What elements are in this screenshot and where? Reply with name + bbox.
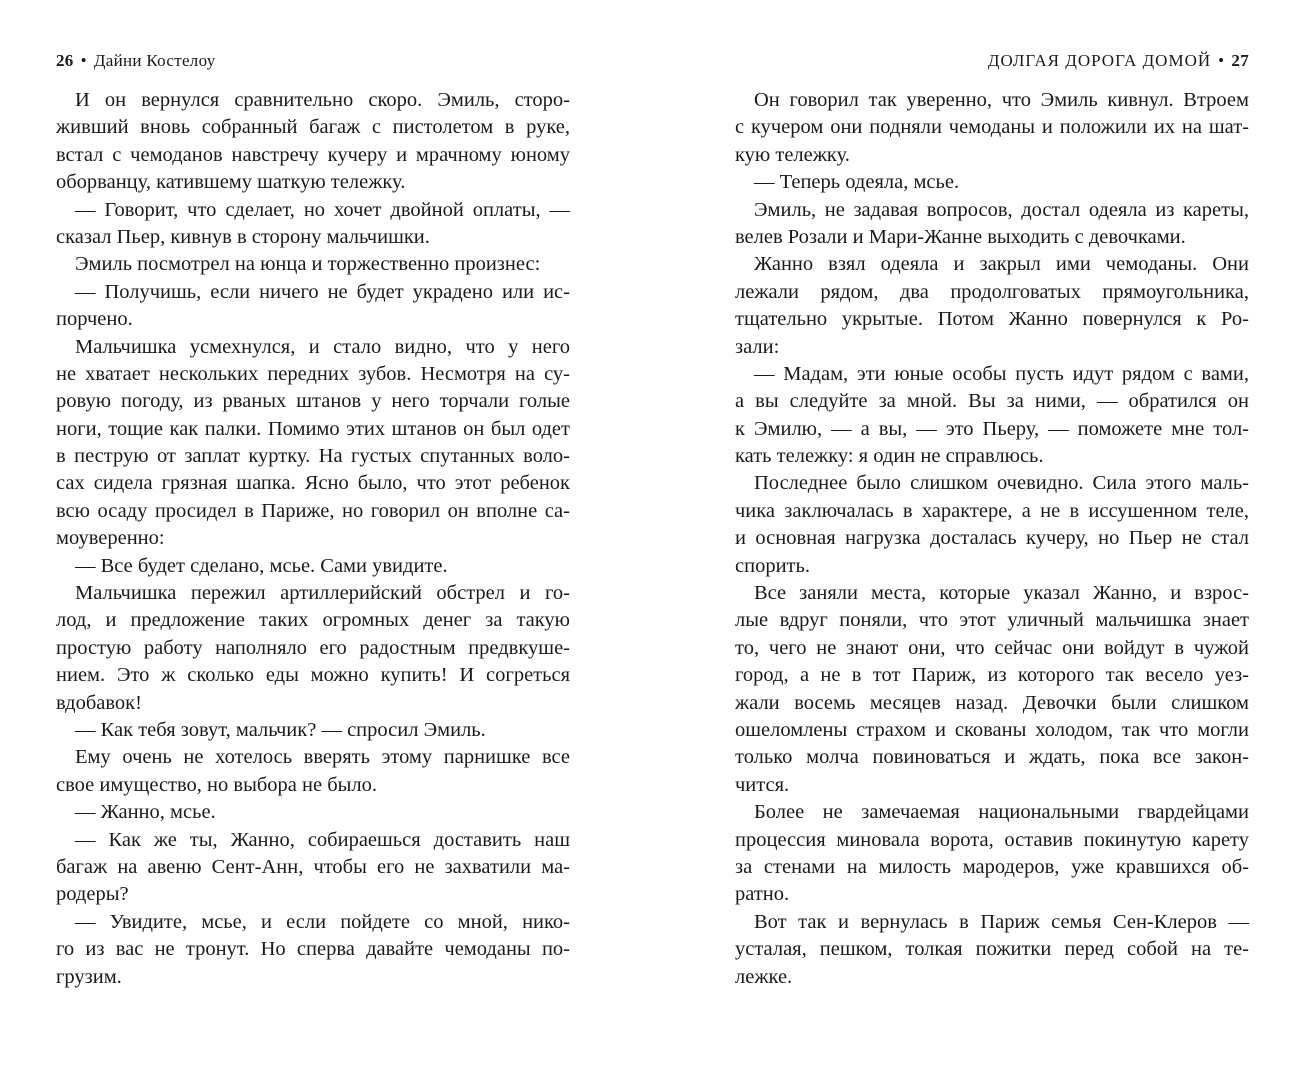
header-bullet: •	[1218, 51, 1225, 70]
text-line: процессия миновала ворота, оставив покинутую карету	[735, 828, 1249, 851]
text-line: ратно.	[735, 883, 790, 906]
text-line: жали восемь месяцев назад. Девочки были слишком	[735, 691, 1249, 714]
right-body-text	[735, 87, 1249, 991]
text-line: сказал Пьер, кивнув в сторону мальчишки.	[56, 225, 430, 248]
text-line: велев Розали и Мари-Жанне выходить с девочками.	[735, 225, 1186, 248]
text-line: и основная нагрузка досталась кучеру, но Пьер не стал	[735, 527, 1249, 550]
text-line: ровую погоду, из рваных штанов у него торчали голые	[56, 390, 570, 413]
text-line: — Мадам, эти юные особы пусть идут рядом с вами,	[754, 362, 1249, 385]
text-line: не хватает нескольких передних зубов. Несмотря на су-	[56, 362, 570, 385]
text-line: — Как тебя зовут, мальчик? — спросил Эмиль.	[75, 718, 486, 741]
text-line: лые вдруг поняли, что этот уличный мальчишка знает	[735, 609, 1249, 632]
right-page-number: 27	[1231, 51, 1249, 70]
text-line: за стенами на милость мародеров, уже кравшихся об-	[735, 855, 1249, 878]
text-line: нием. Это ж сколько еды можно купить! И согреться	[56, 664, 570, 687]
text-line: спорить.	[735, 554, 810, 577]
text-line: ноги, тощие как палки. Помимо этих штанов он был одет	[56, 417, 570, 440]
text-line: моуверенно:	[56, 527, 165, 550]
text-line: Последнее было слишком очевидно. Сила этого маль-	[754, 472, 1249, 495]
text-line: чика заключалась в характере, а не в иссушенном теле,	[735, 499, 1249, 522]
text-line: всю осаду просидел в Париже, но говорил он вполне са-	[56, 499, 570, 522]
text-line: — Теперь одеяла, мсье.	[754, 171, 960, 194]
left-body-text	[56, 87, 570, 991]
right-page	[735, 0, 1249, 1080]
left-running-title: Дайни Костелоу	[93, 51, 216, 70]
text-line: сах сидела грязная шапка. Ясно было, что этот ребенок	[56, 472, 570, 495]
text-line: к Эмилю, — а вы, — это Пьеру, — поможете мне тол-	[735, 417, 1249, 440]
text-line: Эмиль, не задавая вопросов, достал одеяла из кареты,	[754, 198, 1249, 221]
text-line: Мальчишка усмехнулся, и стало видно, что у него	[75, 335, 570, 358]
text-line: Все заняли места, которые указал Жанно, и взрос-	[754, 582, 1249, 605]
text-line: простую работу наполняло его радостным предвкуше-	[56, 636, 570, 659]
left-page	[56, 0, 570, 1080]
text-line: — Жанно, мсье.	[75, 801, 216, 824]
text-line: оборванцу, катившему шаткую тележку.	[56, 171, 406, 194]
text-line: живший вновь собранный багаж с пистолетом в руке,	[56, 116, 570, 139]
text-line: — Все будет сделано, мсье. Сами увидите.	[75, 554, 448, 577]
text-line: лежке.	[735, 965, 793, 988]
text-line: Он говорил так уверенно, что Эмиль кивнул. Втроем	[754, 89, 1249, 111]
text-line: порчено.	[56, 308, 133, 331]
text-line: — Увидите, мсье, и если пойдете со мной, нико-	[75, 910, 570, 933]
text-line: зали:	[735, 335, 780, 358]
text-line: только молча повиноваться и ждать, пока все закон-	[735, 746, 1249, 769]
text-line: вдобавок!	[56, 691, 142, 714]
text-line: ошеломлены страхом и скованы холодом, так что могли	[735, 718, 1249, 741]
text-line: родеры?	[56, 883, 129, 906]
text-line: лежали рядом, два продолговатых прямоугольника,	[735, 280, 1249, 303]
left-page-number: 26	[56, 51, 74, 70]
text-line: а вы следуйте за мной. Вы за ними, — обратился он	[735, 390, 1249, 413]
text-line: свое имущество, но выбора не было.	[56, 773, 378, 796]
header-bullet: •	[80, 51, 87, 70]
text-line: Жанно взял одеяла и закрыл ими чемоданы. Они	[754, 253, 1249, 276]
text-line: Более не замечаемая национальными гвардейцами	[754, 801, 1249, 824]
text-line: грузим.	[56, 965, 122, 988]
text-line: Мальчишка пережил артиллерийский обстрел и го-	[75, 582, 570, 605]
text-line: Ему очень не хотелось вверять этому парнишке все	[75, 746, 570, 769]
text-line: то, чего не знают они, что сейчас они войдут в чужой	[735, 636, 1249, 659]
text-line: — Получишь, если ничего не будет украдено или ис-	[75, 280, 570, 303]
text-line: Эмиль посмотрел на юнца и торжественно произнес:	[75, 253, 541, 276]
text-line: город, а не в тот Париж, из которого так весело уез-	[735, 664, 1249, 687]
text-line: И он вернулся сравнительно скоро. Эмиль, сторо-	[75, 89, 570, 111]
text-line: багаж на авеню Сент-Анн, чтобы его не захватили ма-	[56, 855, 570, 878]
text-line: кую тележку.	[735, 143, 850, 166]
text-line: Вот так и вернулась в Париж семья Сен-Клеров —	[754, 910, 1249, 933]
text-line: го из вас не тронут. Но сперва давайте чемоданы по-	[56, 938, 570, 961]
text-line: в пеструю от заплат куртку. На густых спутанных воло-	[56, 445, 570, 468]
text-line: — Как же ты, Жанно, собираешься доставить наш	[75, 828, 570, 851]
right-running-header	[735, 48, 1249, 74]
left-running-header	[56, 48, 570, 74]
right-running-title: ДОЛГАЯ ДОРОГА ДОМОЙ	[987, 51, 1212, 70]
text-line: кать тележку: я один не справлюсь.	[735, 445, 1044, 468]
text-line: тщательно укрытые. Потом Жанно повернулся к Ро-	[735, 308, 1249, 331]
text-line: лод, и предложение таких огромных денег за такую	[56, 609, 570, 632]
text-line: усталая, пешком, толкая пожитки перед собой на те-	[735, 938, 1249, 961]
text-line: чится.	[735, 773, 790, 796]
text-line: встал с чемоданов навстречу кучеру и мрачному юному	[56, 143, 570, 166]
text-line: с кучером они подняли чемоданы и положили их на шат-	[735, 116, 1249, 139]
text-line: — Говорит, что сделает, но хочет двойной оплаты, —	[75, 198, 570, 221]
